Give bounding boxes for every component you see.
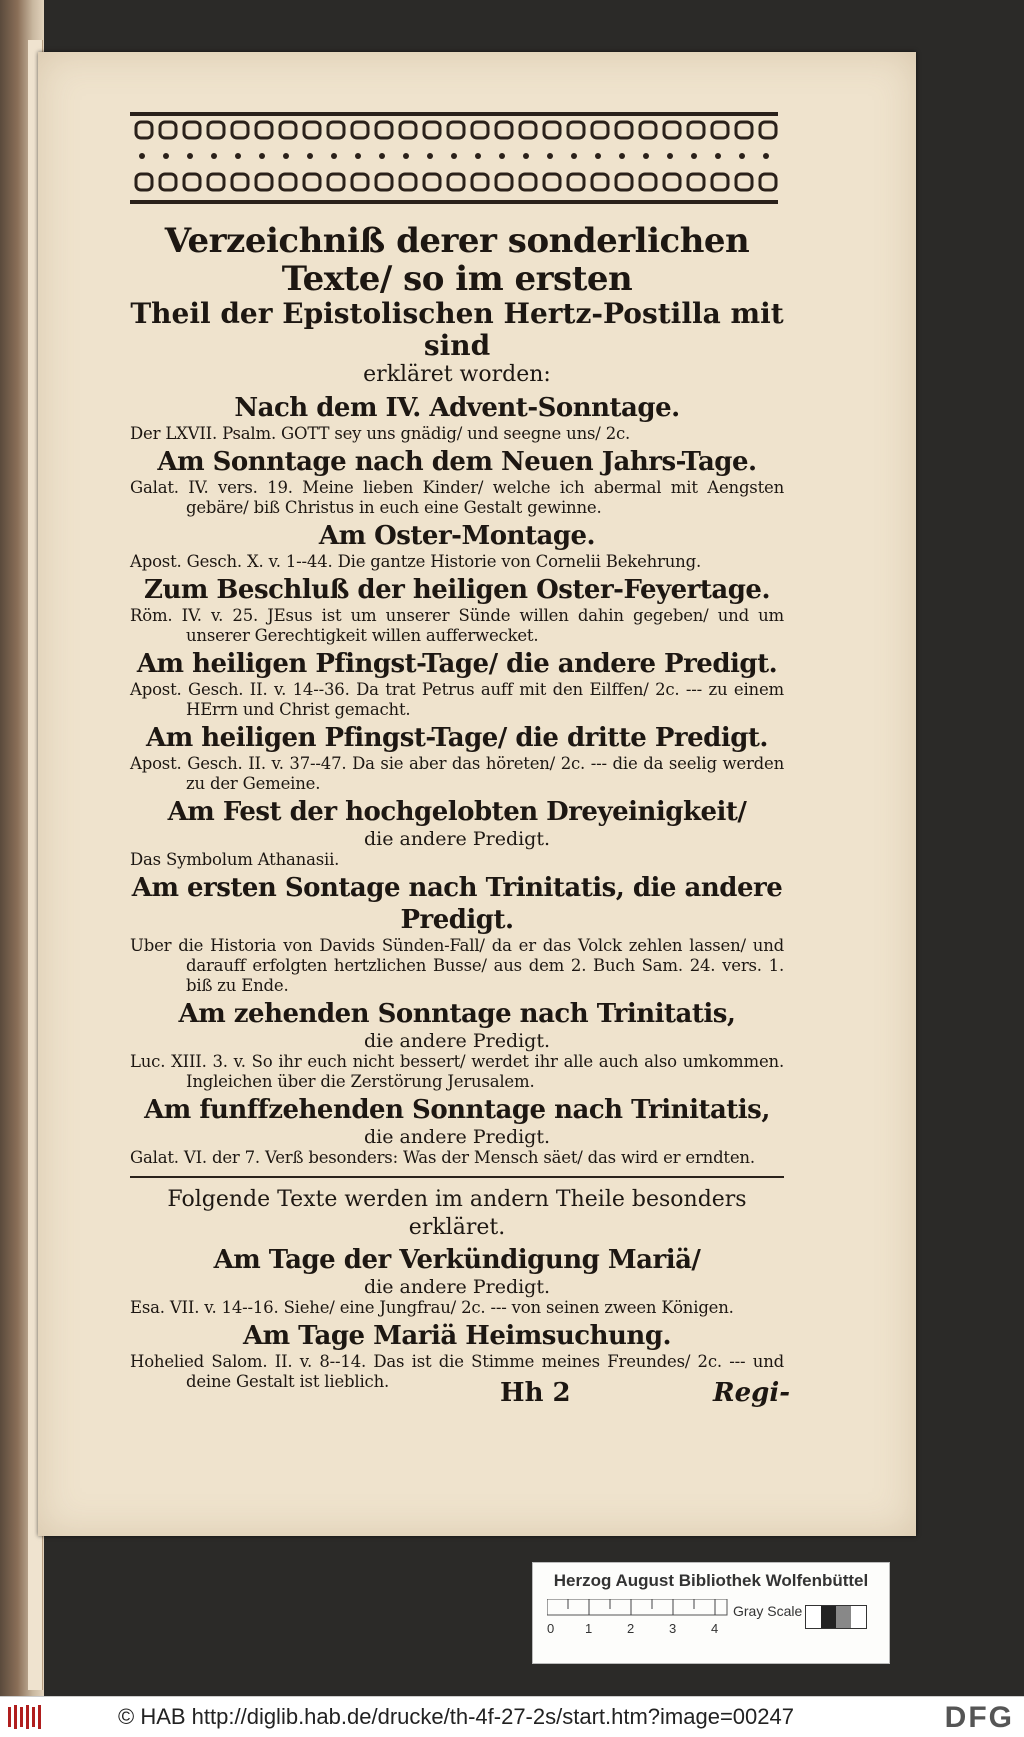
ornament-glyph xyxy=(616,122,632,138)
ornament-glyph xyxy=(307,153,313,159)
section-heading: Am heiligen Pfingst-Tage/ die dritte Predigt. xyxy=(146,723,768,753)
ornament-glyph xyxy=(427,153,433,159)
ornament-glyph xyxy=(592,174,608,190)
divider-rule xyxy=(130,1176,784,1178)
section-heading: Am Tage der Verkündigung Mariä/ xyxy=(213,1245,701,1275)
section-list-second-part xyxy=(130,1244,784,1392)
ornament-glyph xyxy=(763,153,769,159)
ornament-glyph xyxy=(643,153,649,159)
section-text: Apost. Gesch. X. v. 1--44. Die gantze Historie von Cornelii Bekehrung. xyxy=(130,552,702,571)
ornament-glyph xyxy=(448,122,464,138)
section-heading: Am Oster-Montage. xyxy=(318,521,596,551)
section-subheading: die andere Predigt. xyxy=(363,1030,551,1052)
ornament-glyph xyxy=(160,122,176,138)
section-text: Hohelied Salom. II. v. 8--14. Das ist die Stimme meines Freundes/ 2c. --- und deine Gestalt ist lieblich. xyxy=(130,1352,784,1391)
ornament-glyph xyxy=(379,153,385,159)
ornament-glyph xyxy=(595,153,601,159)
ornament-glyph xyxy=(688,174,704,190)
ornament-glyph xyxy=(352,174,368,190)
ornament-glyph xyxy=(712,122,728,138)
ornament-glyph xyxy=(163,153,169,159)
ornament-glyph xyxy=(136,122,152,138)
section-heading: Am ersten Sontage nach Trinitatis, die andere Predigt. xyxy=(131,873,783,935)
ornament-glyph xyxy=(520,174,536,190)
signature-mark: Hh 2 xyxy=(500,1378,571,1408)
ornament-glyph xyxy=(304,122,320,138)
ornament-glyph xyxy=(499,153,505,159)
ornament-glyph xyxy=(328,122,344,138)
ornament-glyph xyxy=(376,122,392,138)
ornament-glyph xyxy=(184,122,200,138)
gray-scale-swatch xyxy=(805,1605,867,1629)
ornament-glyph xyxy=(664,174,680,190)
ornament-glyph xyxy=(544,122,560,138)
ornament-glyph xyxy=(184,174,200,190)
ornament-glyph xyxy=(739,153,745,159)
ornament-glyph xyxy=(400,122,416,138)
section-subheading: die andere Predigt. xyxy=(363,1276,551,1298)
ornament-glyph xyxy=(160,174,176,190)
ornament-glyph xyxy=(352,122,368,138)
ornament-glyph xyxy=(523,153,529,159)
ornament-glyph xyxy=(712,174,728,190)
ornament-glyph xyxy=(355,153,361,159)
ornament-glyph xyxy=(208,122,224,138)
document-title-line-2: Theil der Epistolischen Hertz-Postilla mit sind xyxy=(130,297,784,362)
section-heading: Am zehenden Sonntage nach Trinitatis, xyxy=(178,999,736,1029)
ornament-glyph xyxy=(232,122,248,138)
ornament-glyph xyxy=(496,174,512,190)
page-footer xyxy=(500,1378,790,1414)
document-title-line-3: erkläret worden: xyxy=(363,362,551,387)
ornament-glyph xyxy=(403,153,409,159)
ornament-glyph xyxy=(400,174,416,190)
ornament-glyph xyxy=(688,122,704,138)
ornament-glyph xyxy=(472,174,488,190)
ornament-glyph xyxy=(568,174,584,190)
section-heading: Am heiligen Pfingst-Tage/ die andere Predigt. xyxy=(136,649,778,679)
ornament-glyph xyxy=(760,174,776,190)
library-color-label xyxy=(532,1562,890,1664)
ornament-glyph xyxy=(592,122,608,138)
second-part-intro: Folgende Texte werden im andern Theile besonders erkläret. xyxy=(167,1187,747,1240)
ornamental-header-band xyxy=(130,112,778,204)
section-heading: Am Fest der hochgelobten Dreyeinigkeit/ xyxy=(167,797,747,827)
ornament-glyph xyxy=(283,153,289,159)
ornament-glyph xyxy=(544,174,560,190)
ornament-glyph xyxy=(640,174,656,190)
ornament-glyph xyxy=(424,174,440,190)
ornament-glyph xyxy=(736,174,752,190)
ornament-glyph xyxy=(451,153,457,159)
scale-number: 3 xyxy=(669,1621,677,1636)
ornament-glyph xyxy=(640,122,656,138)
ornament-glyph xyxy=(328,174,344,190)
document-title: Verzeichniß derer sonderlichen Texte/ so im ersten xyxy=(164,221,750,299)
ornament-glyph xyxy=(760,122,776,138)
ornament-glyph xyxy=(136,174,152,190)
ornament-glyph xyxy=(667,153,673,159)
ornament-glyph xyxy=(496,122,512,138)
section-text: Galat. IV. vers. 19. Meine lieben Kinder/ welche ich abermal mit Aengsten gebäre/ biß Christus in euch eine Gestalt gewinne. xyxy=(130,478,784,517)
section-heading: Am Sonntage nach dem Neuen Jahrs-Tage. xyxy=(157,447,757,477)
section-text: Apost. Gesch. II. v. 37--47. Da sie aber das höreten/ 2c. --- die da seelig werden zu der Gemeine. xyxy=(130,754,784,793)
ornament-glyph xyxy=(736,122,752,138)
scale-number: 0 xyxy=(547,1621,555,1636)
hab-logo-icon xyxy=(6,1703,46,1731)
ornament-glyph xyxy=(211,153,217,159)
ornament-glyph xyxy=(448,174,464,190)
section-text: Apost. Gesch. II. v. 14--36. Da trat Petrus auff mit den Eilffen/ 2c. --- zu einem HErrn und Christ gemacht. xyxy=(130,680,784,719)
ornament-glyph xyxy=(139,153,145,159)
ornament-glyph xyxy=(208,174,224,190)
section-subheading: die andere Predigt. xyxy=(363,1126,551,1148)
section-text: Galat. VI. der 7. Verß besonders: Was der Mensch säet/ das wird er erndten. xyxy=(130,1148,755,1167)
section-subheading: die andere Predigt. xyxy=(363,828,551,850)
section-heading: Zum Beschluß der heiligen Oster-Feyertage. xyxy=(143,575,771,605)
section-heading: Nach dem IV. Advent-Sonntage. xyxy=(234,393,680,423)
ornament-glyph xyxy=(304,174,320,190)
ornament-glyph xyxy=(280,122,296,138)
ornament-glyph xyxy=(472,122,488,138)
section-text: Uber die Historia von Davids Sünden-Fall/ da er das Volck zehlen lassen/ und darauff erfolgten hertzlichen Busse/ aus dem 2. Buch Sam. 24. vers. 1. biß zu Ende. xyxy=(130,936,784,995)
ornament-glyph xyxy=(619,153,625,159)
ornament-glyph xyxy=(256,122,272,138)
section-list xyxy=(130,392,784,1168)
section-text: Röm. IV. v. 25. JEsus ist um unserer Sünde willen dahin gegeben/ und um unserer Gerechtigkeit willen aufferwecket. xyxy=(130,606,784,645)
dfg-logo: DFG xyxy=(944,1701,1014,1734)
ornament-glyph xyxy=(568,122,584,138)
ornament-glyph xyxy=(259,153,265,159)
ornament-glyph xyxy=(235,153,241,159)
ornament-glyph xyxy=(256,174,272,190)
document-body xyxy=(130,222,784,1394)
ornament-glyph xyxy=(715,153,721,159)
ornament-glyph xyxy=(331,153,337,159)
ornament-glyph xyxy=(280,174,296,190)
library-name: Herzog August Bibliothek Wolfenbüttel xyxy=(553,1571,869,1590)
ornament-glyph xyxy=(571,153,577,159)
copyright-link[interactable]: © HAB http://diglib.hab.de/drucke/th-4f-27-2s/start.htm?image=00247 xyxy=(118,1704,794,1729)
ornament-glyph xyxy=(376,174,392,190)
gray-scale-label: Gray Scale xyxy=(733,1603,803,1619)
ornament-glyph xyxy=(187,153,193,159)
section-heading: Am funffzehenden Sonntage nach Trinitatis, xyxy=(144,1095,770,1125)
catchword: Regi- xyxy=(713,1378,790,1408)
section-text: Der LXVII. Psalm. GOTT sey uns gnädig/ und seegne uns/ 2c. xyxy=(130,424,631,443)
ornament-glyph xyxy=(232,174,248,190)
section-text: Esa. VII. v. 14--16. Siehe/ eine Jungfrau/ 2c. --- von seinen zween Königen. xyxy=(130,1298,734,1317)
ornament-row xyxy=(136,122,776,190)
ornament-glyph xyxy=(520,122,536,138)
section-text: Luc. XIII. 3. v. So ihr euch nicht bessert/ werdet ihr alle auch also umkommen. Ingleichen über die Zerstörung Jerusalem. xyxy=(130,1052,784,1091)
scale-number: 2 xyxy=(627,1621,635,1636)
section-heading: Am Tage Mariä Heimsuchung. xyxy=(242,1321,672,1351)
ornament-glyph xyxy=(547,153,553,159)
section-text: Das Symbolum Athanasii. xyxy=(130,850,340,869)
ornament-glyph xyxy=(616,174,632,190)
ornament-glyph xyxy=(691,153,697,159)
viewer-footer-bar xyxy=(0,1696,1024,1737)
scale-number: 4 xyxy=(711,1621,719,1636)
ornament-glyph xyxy=(664,122,680,138)
ornament-glyph xyxy=(424,122,440,138)
scale-number: 1 xyxy=(585,1621,593,1636)
ornament-glyph xyxy=(475,153,481,159)
